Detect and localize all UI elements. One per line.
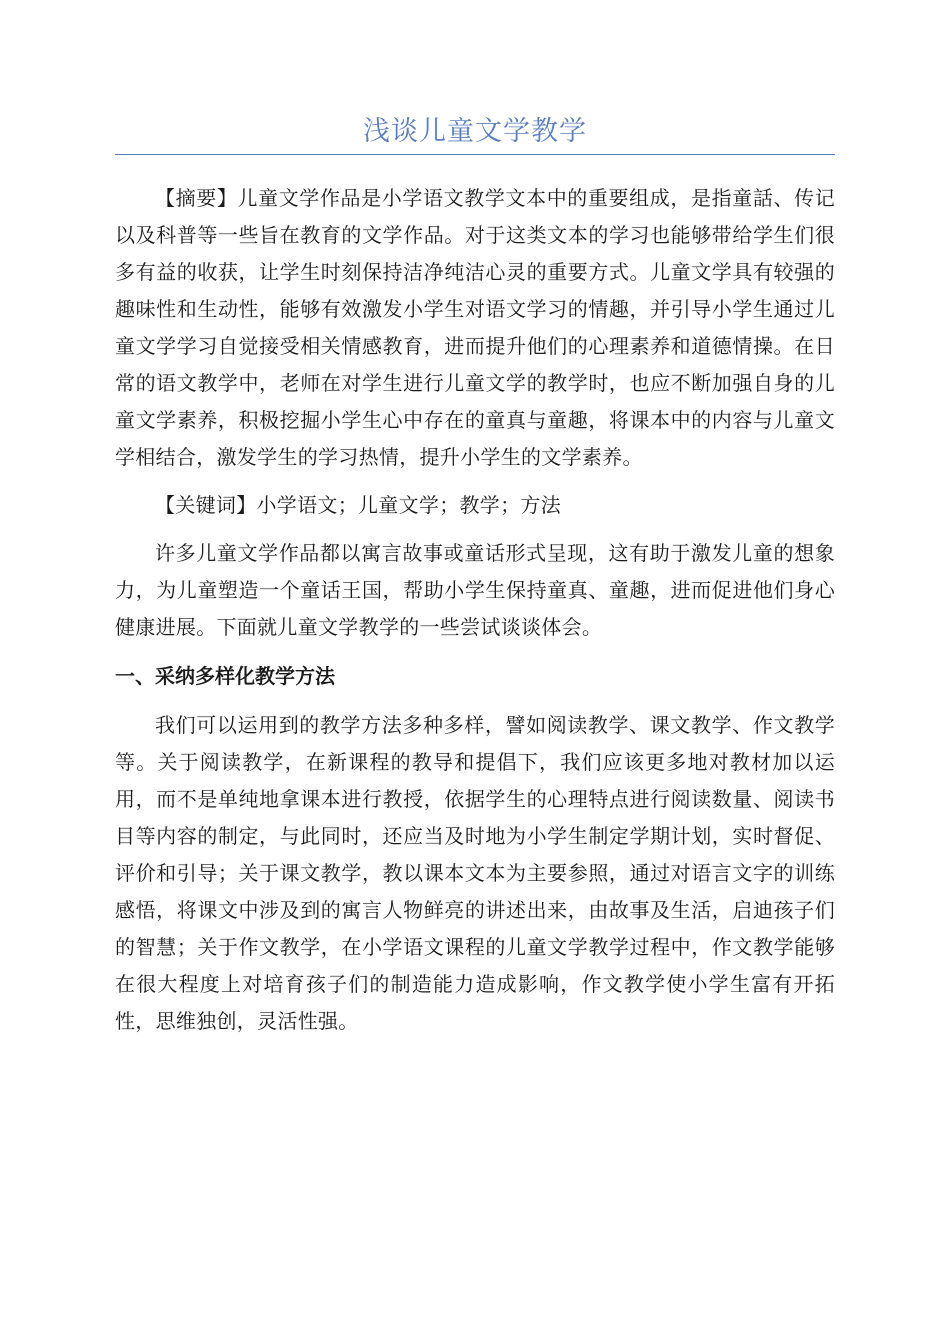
abstract-paragraph: 【摘要】儿童文学作品是小学语文教学文本中的重要组成，是指童話、传记以及科普等一些旨在教育的文学作品。对于这类文本的学习也能够带给学生们很多有益的收获，让学生时刻保持洁净纯洁心灵的重要方式。儿童文学具有较强的趣味性和生动性，能够有效激发小学生对语文学习的情趣，并引导小学生通过儿童文学学习自觉接受相关情感教育，进而提升他们的心理素养和道德情操。在日常的语文教学中，老师在对学生进行儿童文学的教学时，也应不断加强自身的儿童文学素养，积极挖掘小学生心中存在的童真与童趣，将课本中的内容与儿童文学相结合，激发学生的学习热情，提升小学生的文学素养。 [115,186,835,469]
section-heading: 一、采纳多样化教学方法 [115,664,335,688]
title-block [115,112,835,152]
section-body-paragraph: 我们可以运用到的教学方法多种多样，譬如阅读教学、课文教学、作文教学等。关于阅读教学，在新课程的教导和提倡下，我们应该更多地对教材加以运用，而不是单纯地拿课本进行教授，依据学生的心理特点进行阅读数量、阅读书目等内容的制定，与此同时，还应当及时地为小学生制定学期计划，实时督促、评价和引导；关于课文教学，教以课本文本为主要参照，通过对语言文字的训练感悟，将课文中涉及到的寓言人物鲜亮的讲述出来，由故事及生活，启迪孩子们的智慧；关于作文教学，在小学语文课程的儿童文学教学过程中，作文教学能够在很大程度上对培育孩子们的制造能力造成影响，作文教学使小学生富有开拓性，思维独创，灵活性强。 [115,713,835,1033]
intro-paragraph: 许多儿童文学作品都以寓言故事或童话形式呈现，这有助于激发儿童的想象力，为儿童塑造一个童话王国，帮助小学生保持童真、童趣，进而促进他们身心健康进展。下面就儿童文学教学的一些尝试谈谈体会。 [115,541,835,639]
document-body [115,180,835,1040]
title-underline-rule [115,154,835,155]
page-title: 浅谈儿童文学教学 [363,116,587,147]
keywords-paragraph: 【关键词】小学语文；儿童文学；教学；方法 [155,493,561,517]
